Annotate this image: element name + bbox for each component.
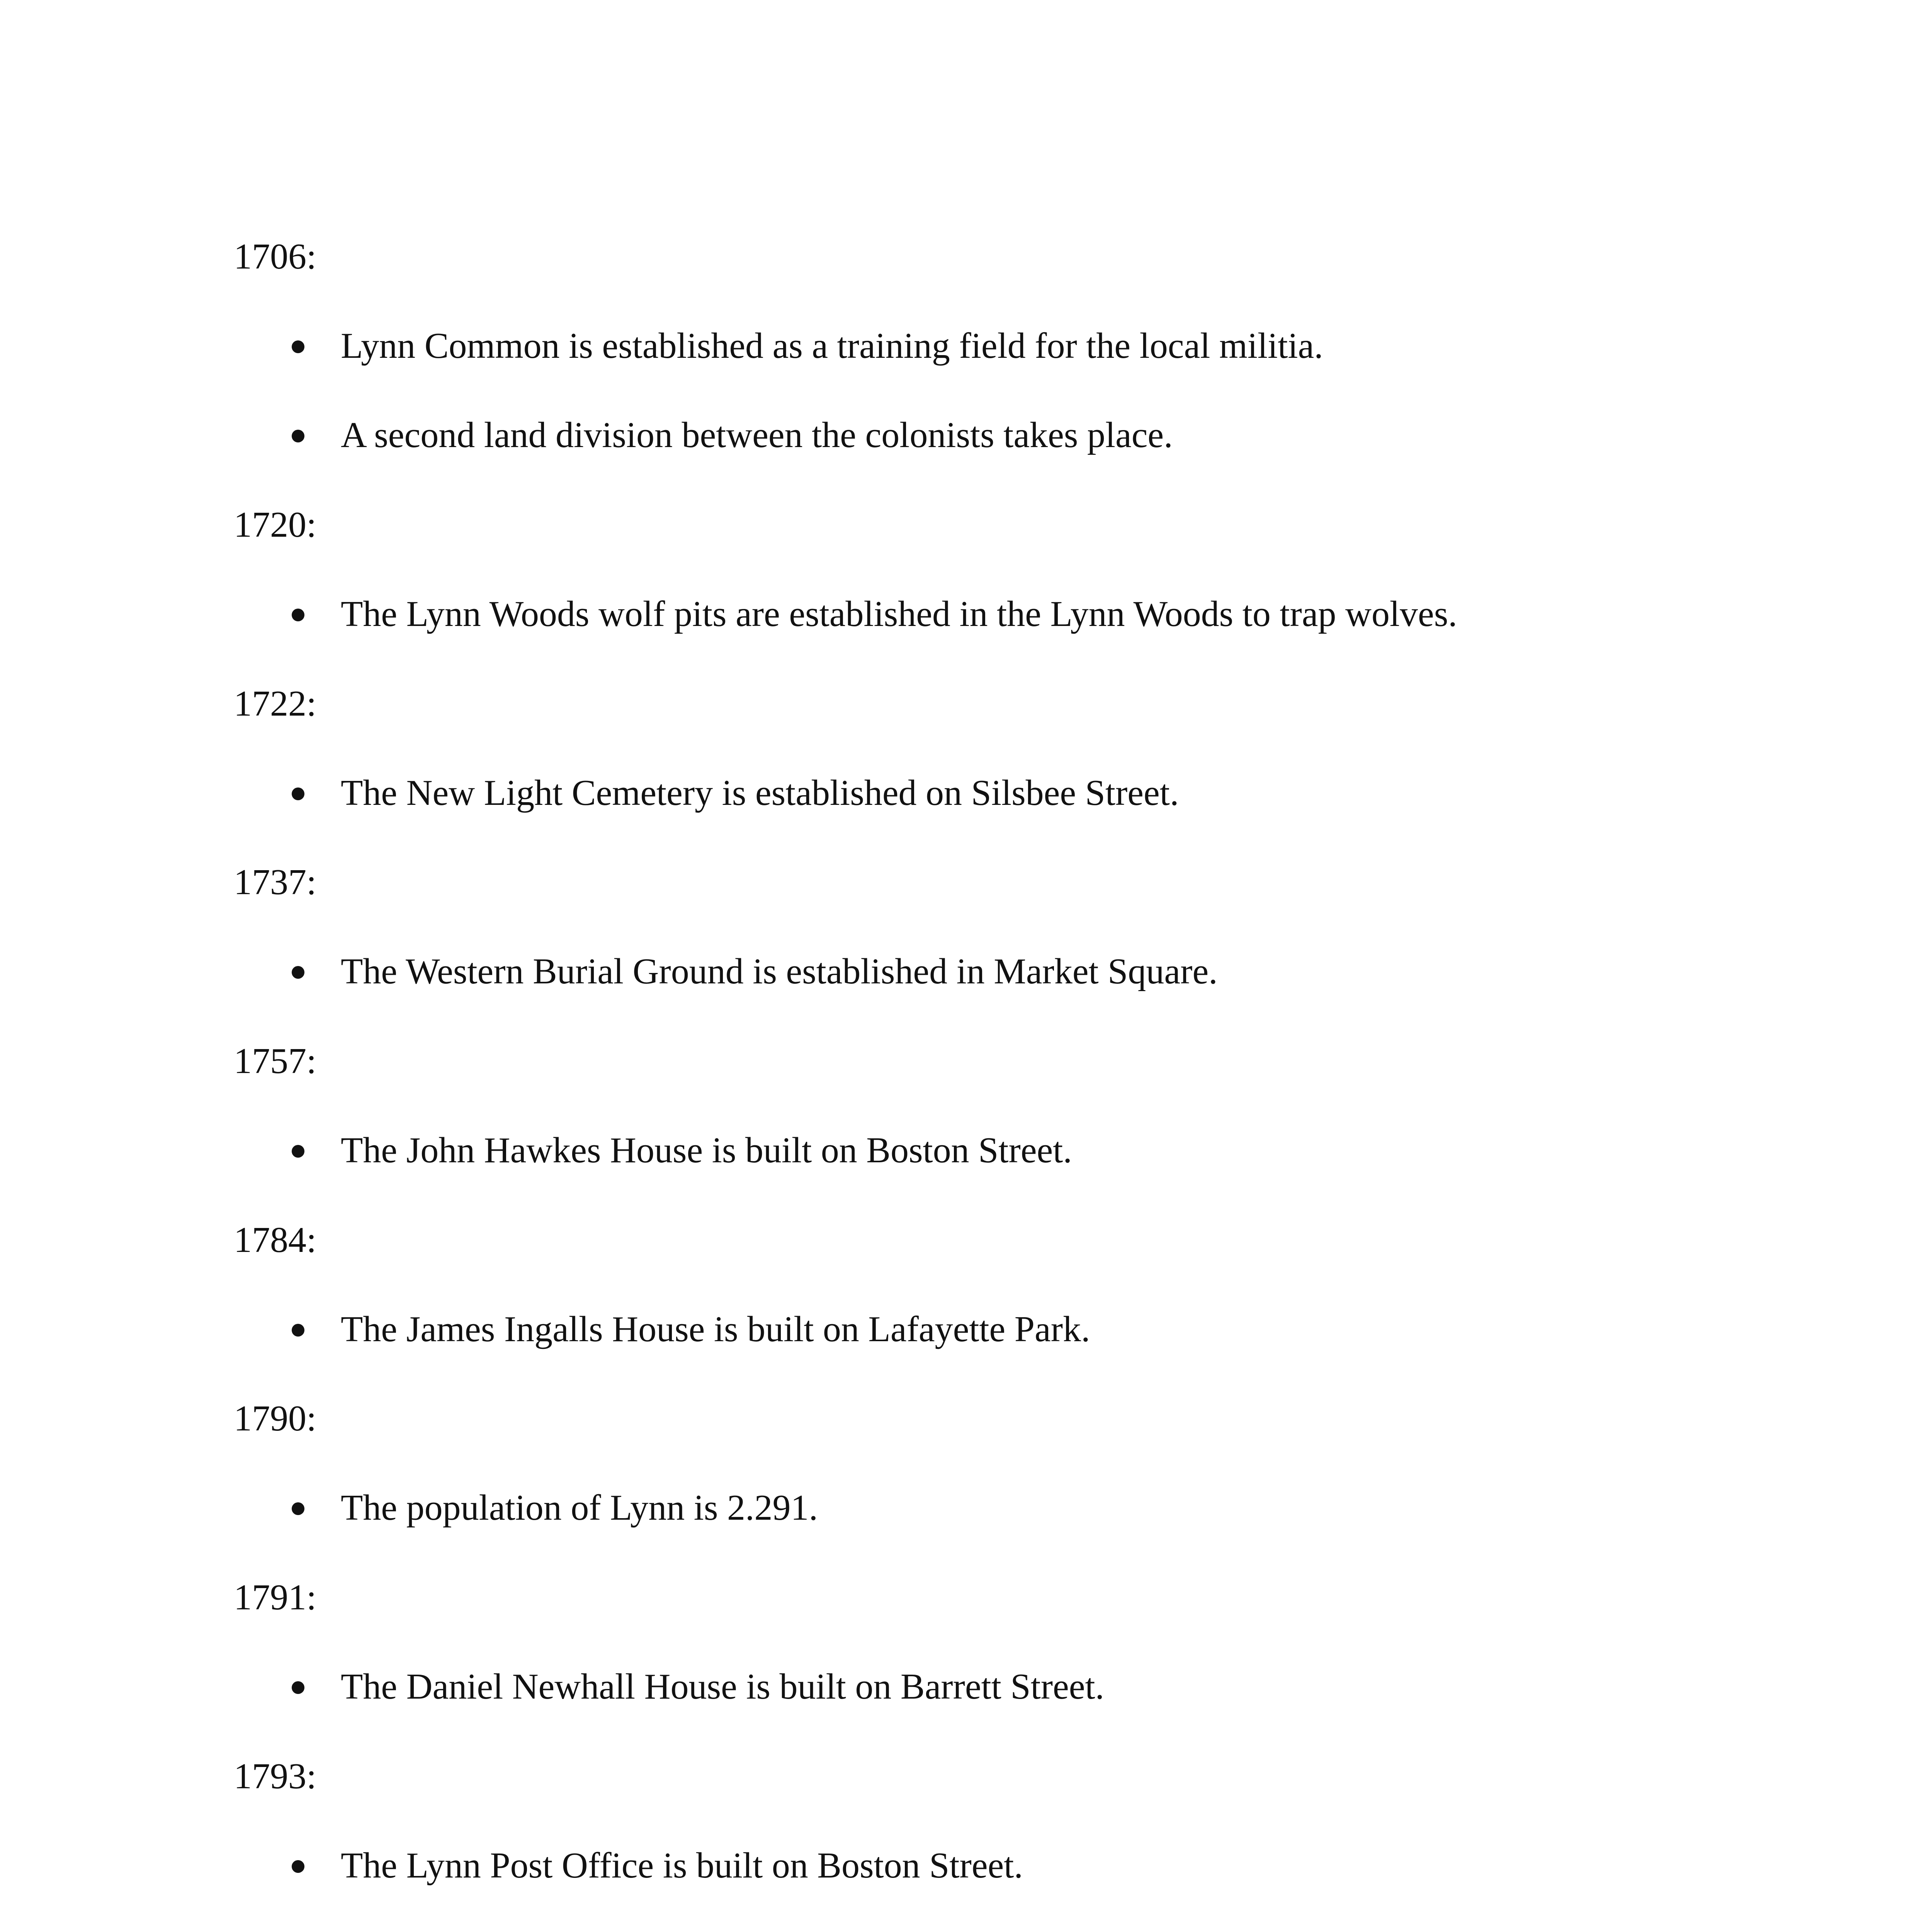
- event-text: Lynn Common is established as a training field for the local militia.: [341, 326, 1323, 366]
- year-heading: 1784:: [234, 1220, 317, 1260]
- event-item: [292, 953, 1218, 990]
- event-item: [292, 328, 1323, 364]
- bullet-icon: [292, 1324, 304, 1337]
- bullet-icon: [292, 1860, 304, 1873]
- bullet-icon: [292, 1681, 304, 1694]
- bullet-icon: [292, 1502, 304, 1515]
- event-item: [292, 1132, 1072, 1168]
- year-heading: 1790:: [234, 1398, 317, 1439]
- year-heading: 1793:: [234, 1756, 317, 1796]
- event-text: The New Light Cemetery is established on Silsbee Street.: [341, 773, 1179, 813]
- bullet-icon: [292, 609, 304, 621]
- bullet-icon: [292, 1145, 304, 1158]
- event-item: [292, 1668, 1104, 1705]
- bullet-icon: [292, 430, 304, 442]
- year-heading: 1757:: [234, 1041, 317, 1081]
- event-item: [292, 596, 1457, 632]
- event-item: [292, 1847, 1023, 1884]
- year-heading: 1737:: [234, 862, 317, 902]
- event-text: The John Hawkes House is built on Boston Street.: [341, 1130, 1072, 1170]
- event-text: The Lynn Woods wolf pits are established in the Lynn Woods to trap wolves.: [341, 594, 1457, 634]
- event-text: The population of Lynn is 2.291.: [341, 1488, 818, 1528]
- bullet-icon: [292, 787, 304, 800]
- event-text: The James Ingalls House is built on Lafayette Park.: [341, 1309, 1090, 1349]
- year-heading: 1722:: [234, 684, 317, 724]
- event-item: [292, 775, 1179, 811]
- year-heading: 1720:: [234, 505, 317, 545]
- event-item: [292, 1490, 818, 1526]
- event-text: The Lynn Post Office is built on Boston Street.: [341, 1845, 1023, 1886]
- year-heading: 1706:: [234, 236, 317, 277]
- event-text: The Western Burial Ground is established in Market Square.: [341, 951, 1218, 992]
- bullet-icon: [292, 340, 304, 353]
- event-item: [292, 1311, 1090, 1347]
- bullet-icon: [292, 966, 304, 979]
- event-text: A second land division between the colonists takes place.: [341, 415, 1173, 455]
- event-text: The Daniel Newhall House is built on Barrett Street.: [341, 1667, 1105, 1707]
- year-heading: 1791:: [234, 1577, 317, 1617]
- event-item: [292, 417, 1173, 453]
